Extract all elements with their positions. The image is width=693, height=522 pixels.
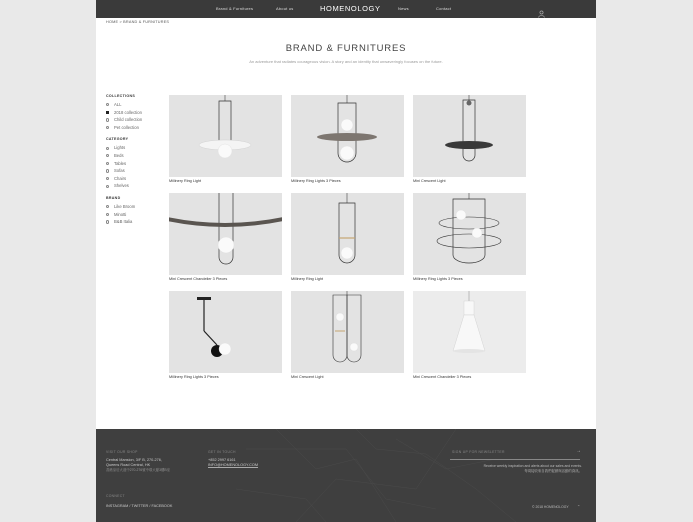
radio-icon [106,169,109,172]
site-footer [96,429,596,522]
nav-news[interactable]: News [398,6,409,11]
radio-icon [106,126,109,129]
lamp-illustration [413,95,526,177]
address-line: Central Mansion, 3/F B, 270-276, [106,458,162,462]
filter-label: Chairs [114,175,127,181]
radio-icon [106,154,109,157]
filter-label: Beds [114,152,124,158]
filter-item[interactable] [106,211,166,219]
filter-heading: COLLECTIONS [106,94,136,98]
radio-icon [106,213,109,216]
filter-item[interactable] [106,144,166,152]
filter-label: Minotti [114,211,127,217]
lamp-illustration [291,291,404,373]
product-card[interactable] [169,291,282,379]
filter-label: Tables [114,160,127,166]
filter-item[interactable] [106,101,166,109]
address-line: 香港皇后大道中270-276號中環大廈3樓B室 [106,468,171,472]
footer-social [106,504,172,509]
footer-contact [208,458,258,468]
breadcrumb-home[interactable]: HOME [106,20,119,24]
filter-item[interactable] [106,109,166,117]
lamp-illustration [413,193,526,275]
filter-item[interactable] [106,124,166,132]
social-separator: / [149,504,151,508]
filter-label: ALL [114,102,122,107]
product-caption[interactable]: Millinery Ring Light [291,277,324,281]
product-image[interactable] [169,193,282,275]
top-navigation [96,0,596,18]
radio-icon [106,220,109,223]
radio-icon [106,147,109,150]
footer-touch-label: GET IN TOUCH [208,450,236,454]
product-image[interactable] [291,291,404,373]
product-image[interactable] [413,193,526,275]
facebook-link[interactable]: FACEBOOK [151,504,173,508]
filter-sidebar [106,94,166,232]
filter-label: Pet collection [114,124,139,130]
filter-group-brand [106,196,166,226]
radio-icon [106,118,109,121]
product-image[interactable] [291,95,404,177]
radio-selected-icon [106,111,109,114]
filter-item[interactable] [106,218,166,226]
product-caption[interactable]: Mini Crescent Light [291,375,324,379]
page-subtitle: An adventure that radiates courageous vision. A story and an identity that unwaveringly focuses on the future. [249,59,443,64]
lamp-illustration [413,291,526,373]
product-image[interactable] [169,95,282,177]
footer-phone[interactable]: +852 2997 6161 [208,458,236,462]
page-title: BRAND & FURNITURES [285,43,407,54]
breadcrumb [106,20,169,24]
filter-label: Sofas [114,168,125,174]
filter-label: Like Broom [114,203,136,209]
filter-label: Lights [114,145,126,151]
lamp-illustration [169,193,282,275]
lamp-illustration [291,95,404,177]
radio-icon [106,162,109,165]
instagram-link[interactable]: INSTAGRAM [106,504,129,508]
newsletter-description [426,464,582,474]
filter-item[interactable] [106,167,166,175]
filter-group-category [106,137,166,190]
product-card[interactable] [291,95,404,183]
filter-item[interactable] [106,203,166,211]
newsletter-input[interactable]: SIGN UP FOR NEWSLETTER [452,450,505,454]
lamp-illustration [291,193,404,275]
radio-icon [106,185,109,188]
nav-contact[interactable]: Contact [436,6,452,11]
product-card[interactable] [291,193,404,281]
newsletter-line: 每周接收來自我們促銷與活動的資訊。 [524,469,582,473]
filter-item[interactable] [106,152,166,160]
radio-icon [106,205,109,208]
radio-icon [106,177,109,180]
filter-item[interactable] [106,182,166,190]
footer-email[interactable]: INFO@HOMENOLOGY.COM [208,463,258,467]
product-caption[interactable]: Millinery Ring Lights 3 Pieces [169,375,219,379]
product-caption[interactable]: Millinery Ring Light [169,179,202,183]
site-logo[interactable]: HOMENOLOGY [320,4,381,13]
product-caption[interactable]: Mini Crescent Light [413,179,446,183]
newsletter-underline [450,459,580,460]
filter-item[interactable] [106,160,166,168]
product-card[interactable] [413,193,526,281]
product-caption[interactable]: Millinery Ring Lights 3 Pieces [291,179,341,183]
product-card[interactable] [291,291,404,379]
product-image[interactable] [169,291,282,373]
footer-connect-label: CONNECT [106,494,125,498]
nav-brand-furnitures[interactable]: Brand & Furnitures [216,6,254,11]
filter-heading: BRAND [106,195,121,200]
filter-group-collections [106,94,166,131]
address-line: Queens Road Central, HK [106,463,151,467]
twitter-link[interactable]: TWITTER [131,504,149,508]
filter-item[interactable] [106,116,166,124]
product-image[interactable] [291,193,404,275]
product-image[interactable] [413,291,526,373]
nav-about-us[interactable]: About us [276,6,294,11]
breadcrumb-separator: > [119,20,122,24]
chevron-up-icon[interactable]: ⌃ [577,504,581,509]
user-icon[interactable] [538,5,545,13]
footer-address [106,458,170,473]
footer-visit-label: VISIT OUR SHOP [106,450,138,454]
product-card[interactable] [169,193,282,281]
product-card[interactable] [413,95,526,183]
product-caption[interactable]: Mini Crescent Chandelier 3 Pieces [169,277,228,281]
filter-label: Child collection [114,117,143,123]
filter-heading: CATEGORY [106,137,129,142]
product-card[interactable] [413,291,526,379]
product-caption[interactable]: Millinery Ring Lights 3 Pieces [413,277,463,281]
filter-item[interactable] [106,175,166,183]
copyright: © 2018 HOMENOLOGY [532,505,569,509]
social-separator: / [129,504,131,508]
product-card[interactable] [169,95,282,183]
lamp-illustration [169,95,282,177]
newsletter-line: Receive weekly inspiration and alerts about our sales and events. [483,464,582,468]
radio-icon [106,103,109,106]
filter-label: 2018 collection [114,109,142,115]
page-frame [96,0,596,522]
arrow-right-icon[interactable]: → [576,448,581,454]
filter-label: B&B Italia [114,219,133,225]
lamp-illustration [169,291,282,373]
filter-label: Shelves [114,183,129,189]
breadcrumb-current: BRAND & FURNITURES [123,20,170,24]
product-caption[interactable]: Mini Crescent Chandelier 3 Pieces [413,375,472,379]
product-image[interactable] [413,95,526,177]
